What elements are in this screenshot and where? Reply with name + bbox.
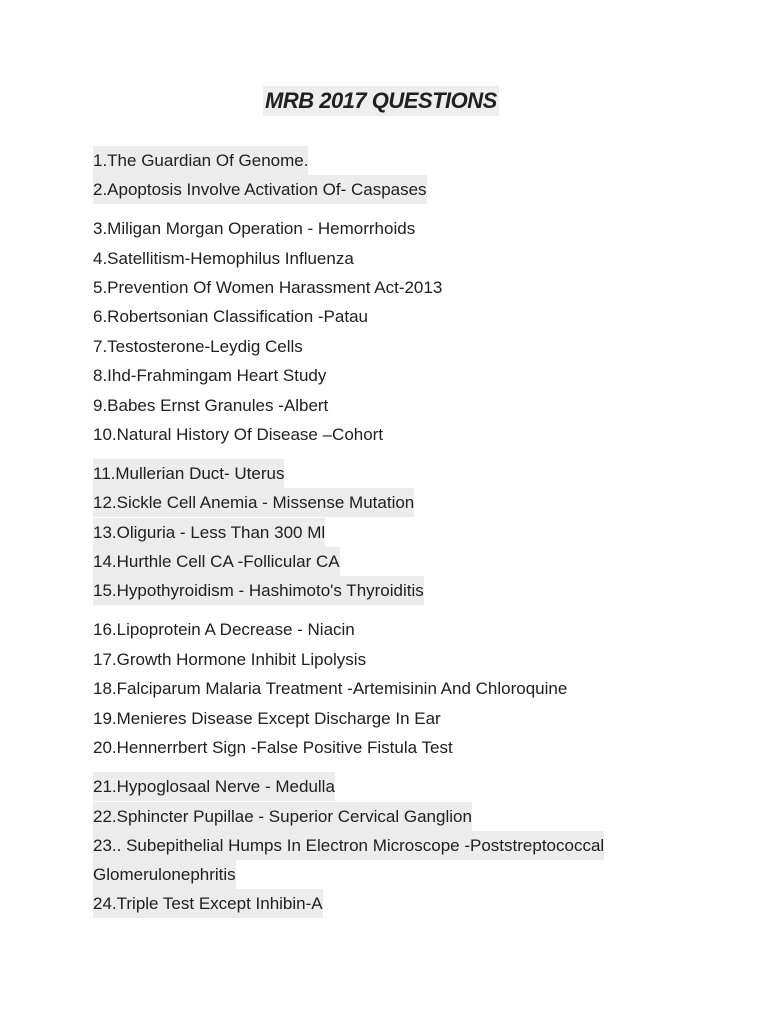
question-line-12: 12.Sickle Cell Anemia - Missense Mutation: [93, 488, 414, 517]
question-line-13: 13.Oliguria - Less Than 300 Ml: [93, 518, 325, 547]
question-line-8: 8.Ihd-Frahmingam Heart Study: [93, 366, 327, 385]
question-line-21: 21.Hypoglosaal Nerve - Medulla: [93, 772, 335, 801]
question-line-23: 23.. Subepithelial Humps In Electron Microscope -Poststreptococcal: [93, 831, 604, 860]
question-line-15: 15.Hypothyroidism - Hashimoto's Thyroiditis: [93, 576, 424, 605]
question-line-20: 20.Hennerrbert Sign -False Positive Fistula Test: [93, 738, 453, 757]
question-line-22: 22.Sphincter Pupillae - Superior Cervical Ganglion: [93, 802, 472, 831]
question-line-18: 18.Falciparum Malaria Treatment -Artemisinin And Chloroquine: [93, 679, 568, 698]
document-title: MRB 2017 QUESTIONS: [263, 86, 499, 116]
question-line-6: 6.Robertsonian Classification -Patau: [93, 307, 368, 326]
question-line-23-continued: Glomerulonephritis: [93, 860, 236, 889]
question-line-11: 11.Mullerian Duct- Uterus: [93, 459, 284, 488]
question-line-14: 14.Hurthle Cell CA -Follicular CA: [93, 547, 340, 576]
question-line-16: 16.Lipoprotein A Decrease - Niacin: [93, 620, 355, 639]
question-line-4: 4.Satellitism-Hemophilus Influenza: [93, 249, 354, 268]
question-line-10: 10.Natural History Of Disease –Cohort: [93, 425, 384, 444]
question-line-7: 7.Testosterone-Leydig Cells: [93, 337, 303, 356]
question-line-3: 3.Miligan Morgan Operation - Hemorrhoids: [93, 219, 416, 238]
question-line-17: 17.Growth Hormone Inhibit Lipolysis: [93, 650, 367, 669]
question-line-24: 24.Triple Test Except Inhibin-A: [93, 889, 323, 918]
question-line-5: 5.Prevention Of Women Harassment Act-2013: [93, 278, 443, 297]
question-line-19: 19.Menieres Disease Except Discharge In Ear: [93, 709, 441, 728]
question-line-1: 1.The Guardian Of Genome.: [93, 146, 308, 175]
question-line-9: 9.Babes Ernst Granules -Albert: [93, 396, 329, 415]
question-line-2: 2.Apoptosis Involve Activation Of- Caspases: [93, 175, 427, 204]
